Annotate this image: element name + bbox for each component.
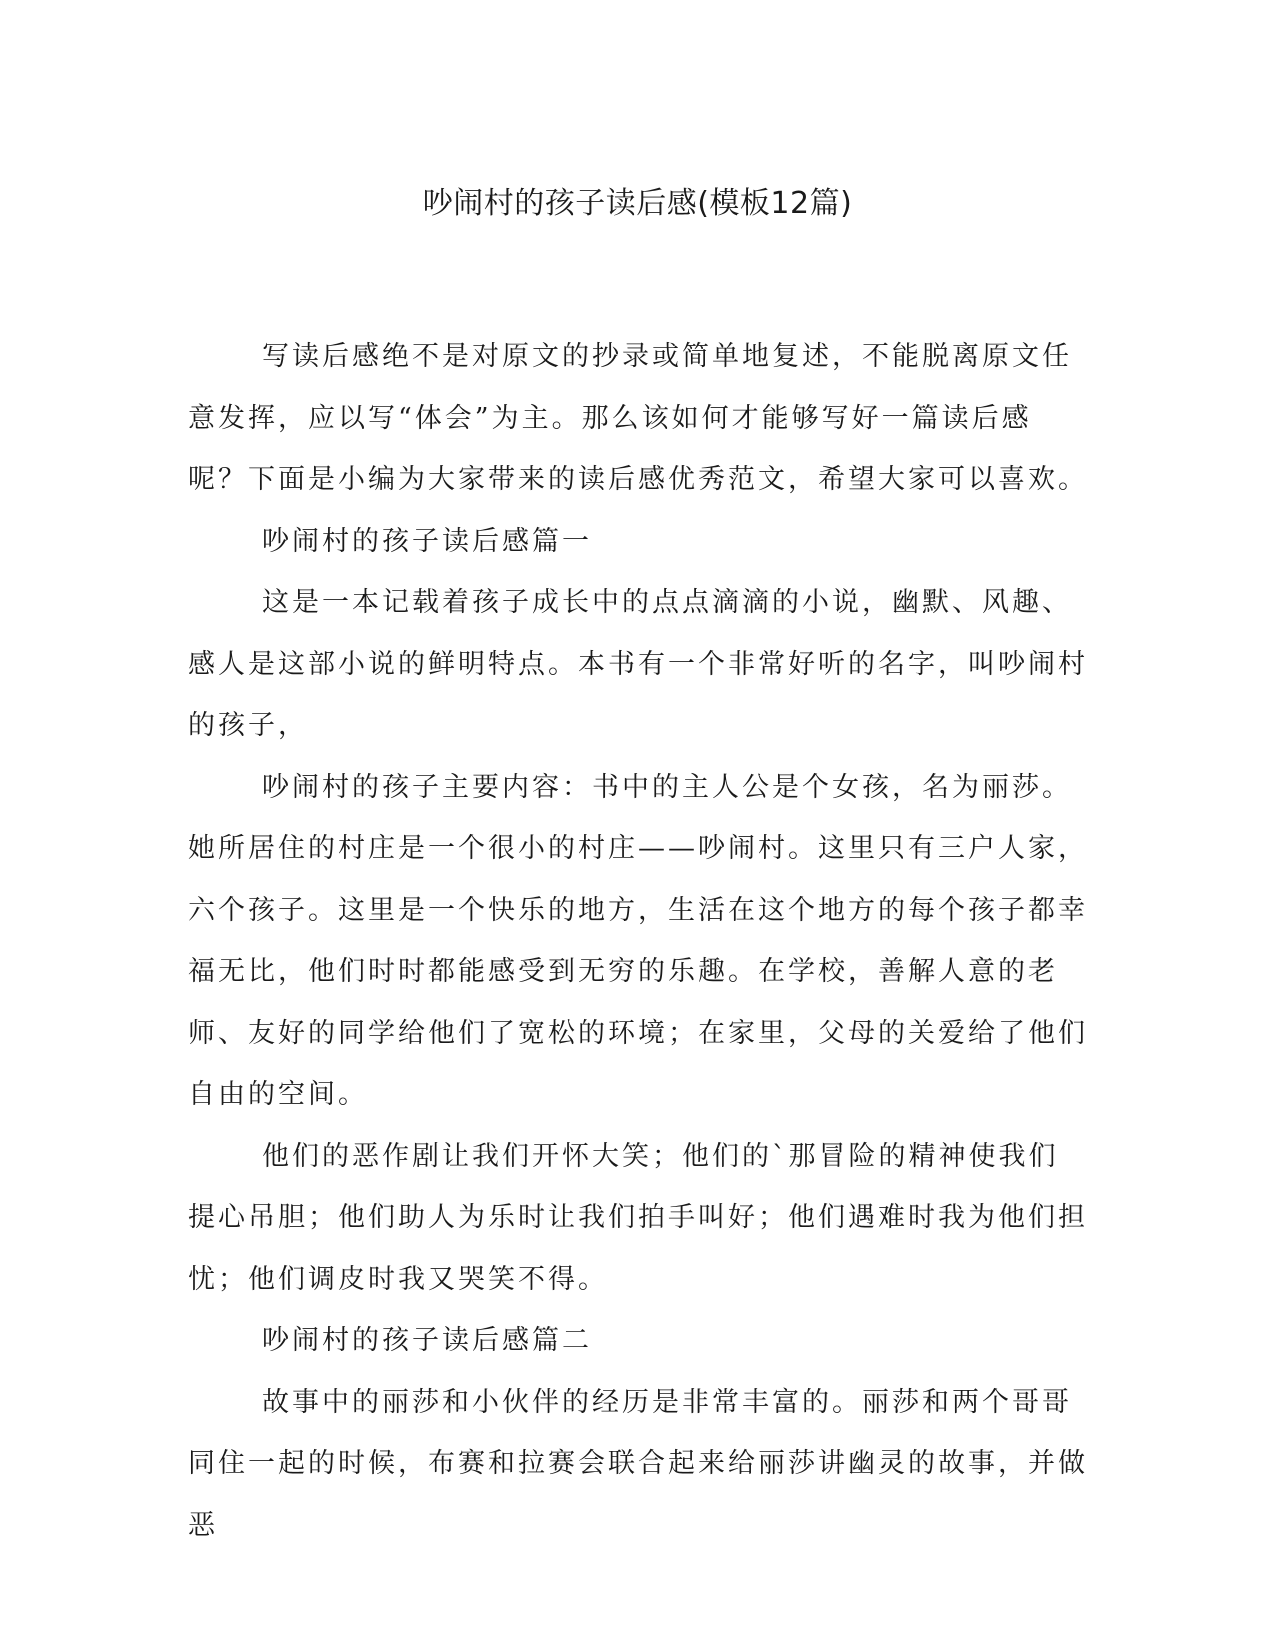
paragraph: 这是一本记载着孩子成长中的点点滴滴的小说，幽默、风趣、感人是这部小说的鲜明特点。本书有一个非常好听的名字，叫吵闹村的孩子， — [188, 587, 1088, 741]
document-title: 吵闹村的孩子读后感(模板12篇) — [422, 186, 853, 221]
paragraph-intro: 写读后感绝不是对原文的抄录或简单地复述，不能脱离原文任意发挥，应以写“体会”为主。那么该如何才能够写好一篇读后感呢？下面是小编为大家带来的读后感优秀范文，希望大家可以喜欢。 — [188, 341, 1088, 495]
section-heading-2: 吵闹村的孩子读后感篇二 — [262, 1325, 592, 1356]
paragraph: 他们的恶作剧让我们开怀大笑；他们的`那冒险的精神使我们提心吊胆；他们助人为乐时让我们拍手叫好；他们遇难时我为他们担忧；他们调皮时我又哭笑不得。 — [188, 1140, 1088, 1295]
document-body — [188, 326, 1088, 1556]
paragraph: 吵闹村的孩子主要内容：书中的主人公是个女孩，名为丽莎。她所居住的村庄是一个很小的村庄——吵闹村。这里只有三户人家，六个孩子。这里是一个快乐的地方，生活在这个地方的每个孩子都幸福无比，他们时时都能感受到无穷的乐趣。在学校，善解人意的老师、友好的同学给他们了宽松的环境；在家里，父母的关爱给了他们自由的空间。 — [188, 771, 1088, 1110]
paragraph: 故事中的丽莎和小伙伴的经历是非常丰富的。丽莎和两个哥哥同住一起的时候，布赛和拉赛会联合起来给丽莎讲幽灵的故事，并做恶 — [188, 1386, 1088, 1541]
section-heading-1: 吵闹村的孩子读后感篇一 — [262, 525, 592, 557]
